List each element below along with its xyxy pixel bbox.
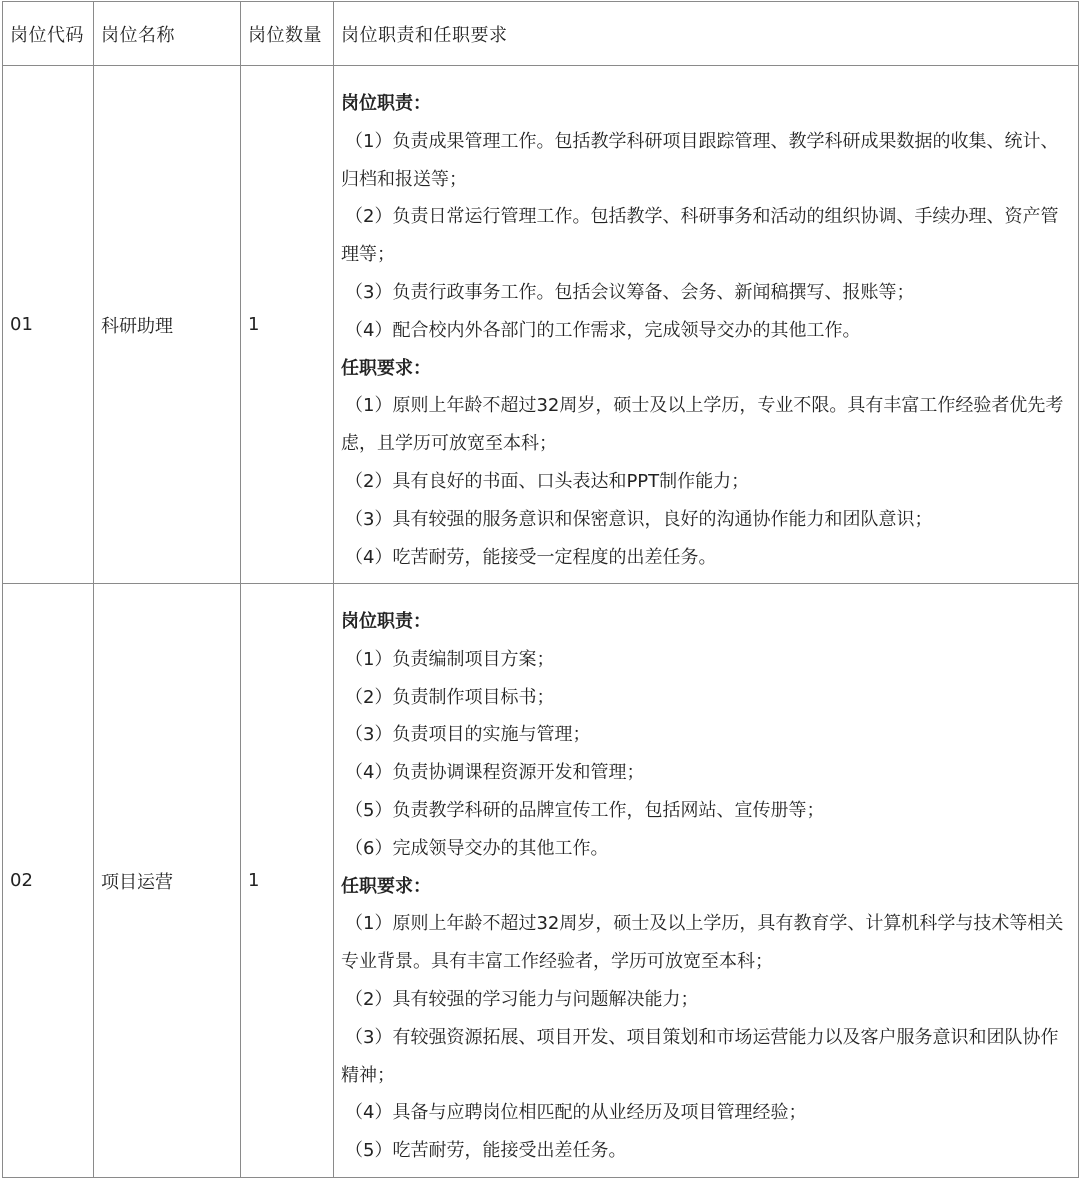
duty-item: （4）负责协调课程资源开发和管理； <box>345 762 645 784</box>
table-row <box>3 584 1079 1178</box>
requirement-item: （2）具有良好的书面、口头表达和PPT制作能力； <box>345 470 750 492</box>
requirement-item: （4）具备与应聘岗位相匹配的从业经历及项目管理经验； <box>345 1102 807 1124</box>
position-count-cell: 1 <box>241 66 334 584</box>
duties-heading: 岗位职责： <box>341 93 431 114</box>
duty-item: （3）负责项目的实施与管理； <box>345 724 591 746</box>
requirements-heading: 任职要求： <box>341 357 431 379</box>
table-row <box>3 66 1079 584</box>
duty-item: （2）负责制作项目标书； <box>345 686 555 708</box>
duties-requirements-cell <box>334 584 1079 1178</box>
requirement-item: （5）吃苦耐劳，能接受出差任务。 <box>345 1140 627 1162</box>
header-position-count: 岗位数量 <box>241 2 334 66</box>
requirement-item: （1）原则上年龄不超过32周岁，硕士及以上学历，专业不限。具有丰富工作经验者优先考虑，且学历可放宽至本科； <box>341 395 1064 455</box>
duties-heading: 岗位职责： <box>341 611 431 632</box>
requirements-heading: 任职要求： <box>341 875 431 897</box>
duty-item: （5）负责教学科研的品牌宣传工作，包括网站、宣传册等； <box>345 799 825 821</box>
position-name-cell: 科研助理 <box>94 66 241 584</box>
duties-requirements-cell <box>334 66 1079 584</box>
header-duties-requirements: 岗位职责和任职要求 <box>334 2 1079 66</box>
header-position-name: 岗位名称 <box>94 2 241 66</box>
position-count-cell: 1 <box>241 584 334 1178</box>
duty-item: （1）负责成果管理工作。包括教学科研项目跟踪管理、教学科研成果数据的收集、统计、归档和报送等； <box>341 130 1059 190</box>
duty-item: （3）负责行政事务工作。包括会议筹备、会务、新闻稿撰写、报账等； <box>345 281 915 303</box>
duty-item: （2）负责日常运行管理工作。包括教学、科研事务和活动的组织协调、手续办理、资产管理等； <box>341 206 1059 266</box>
duty-item: （1）负责编制项目方案； <box>345 648 555 670</box>
position-code-cell: 01 <box>3 66 94 584</box>
requirement-item: （3）具有较强的服务意识和保密意识，良好的沟通协作能力和团队意识； <box>345 508 933 530</box>
job-positions-table <box>2 1 1079 1178</box>
requirement-item: （1）原则上年龄不超过32周岁，硕士及以上学历，具有教育学、计算机科学与技术等相关专业背景。具有丰富工作经验者，学历可放宽至本科； <box>341 913 1064 973</box>
duty-item: （4）配合校内外各部门的工作需求，完成领导交办的其他工作。 <box>345 319 861 341</box>
requirement-item: （3）有较强资源拓展、项目开发、项目策划和市场运营能力以及客户服务意识和团队协作精神； <box>341 1026 1059 1086</box>
position-name-cell: 项目运营 <box>94 584 241 1178</box>
duty-item: （6）完成领导交办的其他工作。 <box>345 837 609 859</box>
header-position-code: 岗位代码 <box>3 2 94 66</box>
requirement-item: （4）吃苦耐劳，能接受一定程度的出差任务。 <box>345 546 717 568</box>
position-code-cell: 02 <box>3 584 94 1178</box>
requirement-item: （2）具有较强的学习能力与问题解决能力； <box>345 988 699 1010</box>
table-header-row <box>3 2 1079 66</box>
